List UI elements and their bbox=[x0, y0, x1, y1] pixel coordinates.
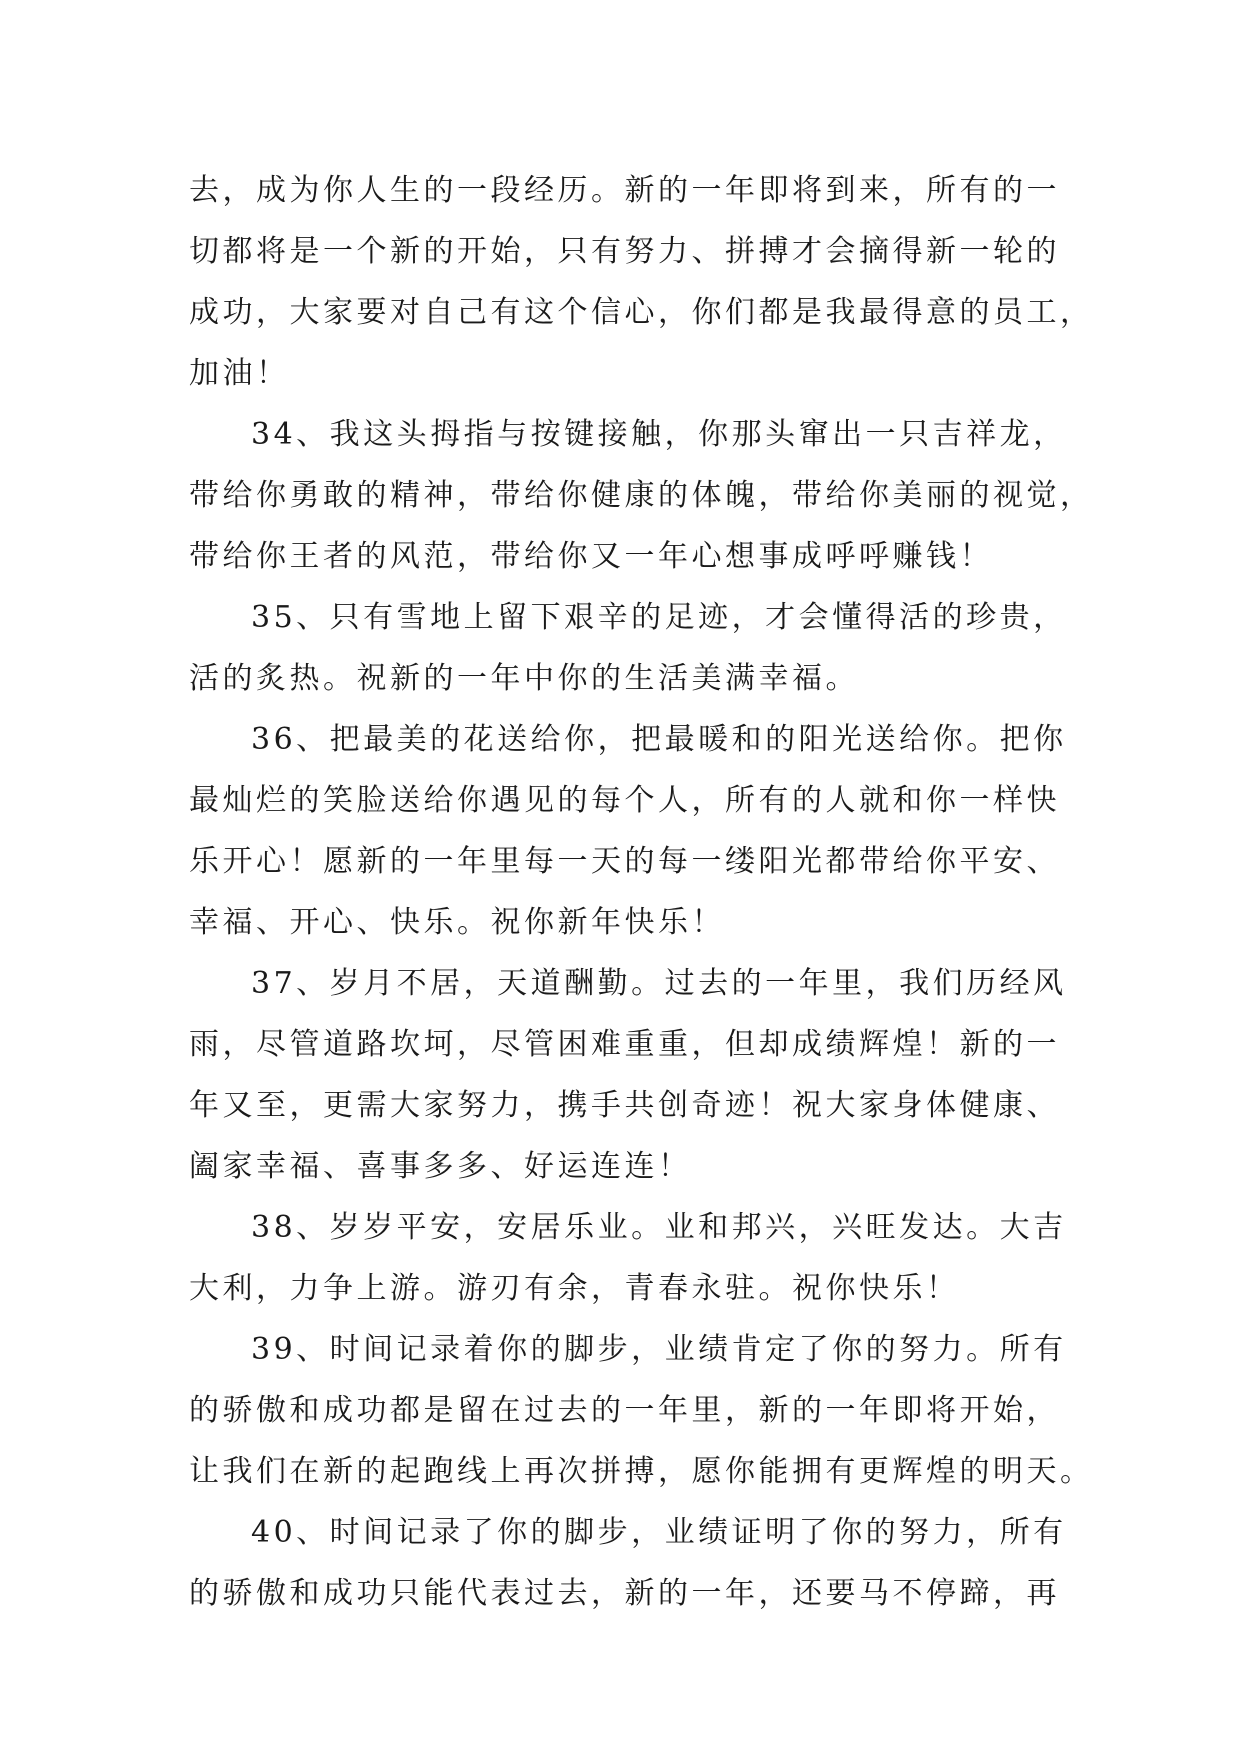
text-line: 36、把最美的花送给你，把最暖和的阳光送给你。把你 bbox=[251, 722, 1067, 757]
text-line: 阖家幸福、喜事多多、好运连连！ bbox=[189, 1149, 692, 1184]
text-line: 39、时间记录着你的脚步，业绩肯定了你的努力。所有 bbox=[251, 1332, 1067, 1367]
text-line: 35、只有雪地上留下艰辛的足迹，才会懂得活的珍贵， bbox=[251, 600, 1067, 635]
text-line: 成功，大家要对自己有这个信心，你们都是我最得意的员工， bbox=[189, 295, 1094, 330]
text-line: 去，成为你人生的一段经历。新的一年即将到来，所有的一 bbox=[189, 173, 1060, 208]
text-line: 切都将是一个新的开始，只有努力、拼搏才会摘得新一轮的 bbox=[189, 234, 1060, 269]
text-line: 38、岁岁平安，安居乐业。业和邦兴，兴旺发达。大吉 bbox=[251, 1210, 1067, 1245]
text-line: 幸福、开心、快乐。祝你新年快乐！ bbox=[189, 905, 725, 940]
text-line: 的骄傲和成功都是留在过去的一年里，新的一年即将开始， bbox=[189, 1393, 1060, 1428]
text-line: 年又至，更需大家努力，携手共创奇迹！祝大家身体健康、 bbox=[189, 1088, 1060, 1123]
text-line: 40、时间记录了你的脚步，业绩证明了你的努力，所有 bbox=[251, 1515, 1067, 1550]
text-line: 雨，尽管道路坎坷，尽管困难重重，但却成绩辉煌！新的一 bbox=[189, 1027, 1060, 1062]
text-line: 34、我这头拇指与按键接触，你那头窜出一只吉祥龙， bbox=[251, 417, 1067, 452]
text-line: 最灿烂的笑脸送给你遇见的每个人，所有的人就和你一样快 bbox=[189, 783, 1060, 818]
text-line: 带给你王者的风范，带给你又一年心想事成呼呼赚钱！ bbox=[189, 539, 993, 574]
text-line: 乐开心！愿新的一年里每一天的每一缕阳光都带给你平安、 bbox=[189, 844, 1060, 879]
document-body bbox=[189, 160, 1094, 1624]
text-line: 活的炙热。祝新的一年中你的生活美满幸福。 bbox=[189, 661, 859, 696]
text-line: 37、岁月不居，天道酬勤。过去的一年里，我们历经风 bbox=[251, 966, 1067, 1001]
text-line: 的骄傲和成功只能代表过去，新的一年，还要马不停蹄，再 bbox=[189, 1576, 1060, 1611]
text-line: 加油！ bbox=[189, 356, 290, 391]
text-line: 让我们在新的起跑线上再次拼搏，愿你能拥有更辉煌的明天。 bbox=[189, 1454, 1094, 1489]
text-line: 大利，力争上游。游刃有余，青春永驻。祝你快乐！ bbox=[189, 1271, 960, 1306]
text-line: 带给你勇敢的精神，带给你健康的体魄，带给你美丽的视觉， bbox=[189, 478, 1094, 513]
